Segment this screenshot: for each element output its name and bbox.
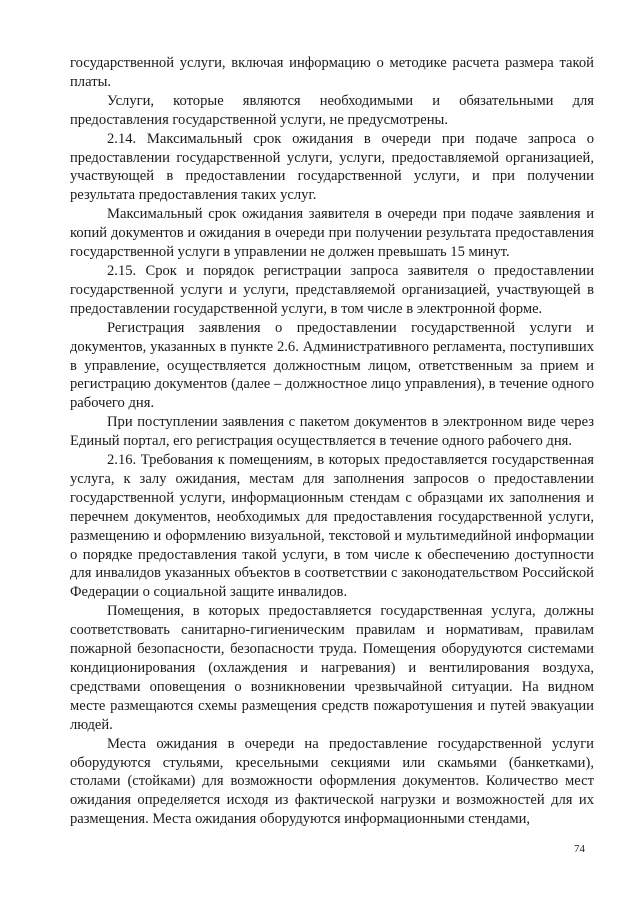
paragraph-continuation: государственной услуги, включая информацию о методике расчета размера такой платы. — [70, 55, 594, 90]
paragraph-section-2-16: 2.16. Требования к помещениям, в которых предоставляется государственная услуга, к залу ожидания, местам для заполнения запросов о предоставлении государственной услуги, информационным стендам с образцами их заполнения и перечнем документов, необходимых для предоставления государственной услуги, размещению и оформлению визуальной, текстовой и мультимедийной информации о порядке предоставления такой услуги, в том числе к обеспечению доступности для инвалидов указанных объектов в соответствии с законодательством Российской Федерации о социальной защите инвалидов. — [70, 452, 594, 601]
paragraph-section-2-15: 2.15. Срок и порядок регистрации запроса заявителя о предоставлении государственной услуги и услуги, представляемой организацией, участвующей в предоставлении государственной услуги, в том числе в электронной форме. — [70, 262, 594, 317]
paragraph-registration: Регистрация заявления о предоставлении государственной услуги и документов, указанных в пункте 2.6. Административного регламента, поступивших в управление, осуществляется должностным лицом, ответственным за прием и регистрацию документов (далее – должностное лицо управления), в течение одного рабочего дня. — [70, 319, 594, 412]
paragraph-premises: Помещения, в которых предоставляется государственная услуга, должны соответствовать санитарно-гигиеническим правилам и нормативам, правилам пожарной безопасности, безопасности труда. Помещения оборудуются системами кондиционирования (охлаждения и нагревания) и вентилирования воздуха, средствами оповещения о возникновении чрезвычайной ситуации. На видном месте размещаются схемы размещения средств пожаротушения и путей эвакуации людей. — [70, 603, 594, 733]
paragraph-section-2-14: 2.14. Максимальный срок ожидания в очереди при подаче запроса о предоставлении государственной услуги, услуги, предоставляемой организацией, участвующей в предоставлении государственной услуги, и при получении результата предоставления таких услуг. — [70, 130, 594, 204]
document-page — [70, 54, 594, 829]
paragraph-waiting-places: Места ожидания в очереди на предоставление государственной услуги оборудуются стульями, кресельными секциями или скамьями (банкетками), столами (стойками) для возможности оформления документов. Количество мест ожидания определяется исходя из фактической нагрузки и возможностей для их размещения. Места ожидания оборудуются информационными стендами, — [70, 735, 594, 828]
paragraph-waiting-time: Максимальный срок ожидания заявителя в очереди при подаче заявления и копий документов и ожидания в очереди при получении результата предоставления государственной услуги в управлении не должен превышать 15 минут. — [70, 206, 594, 261]
page-number: 74 — [574, 843, 585, 855]
paragraph-related-services: Услуги, которые являются необходимыми и обязательными для предоставления государственной услуги, не предусмотрены. — [70, 92, 594, 128]
paragraph-electronic-registration: При поступлении заявления с пакетом документов в электронном виде через Единый портал, его регистрация осуществляется в течение одного рабочего дня. — [70, 414, 594, 450]
